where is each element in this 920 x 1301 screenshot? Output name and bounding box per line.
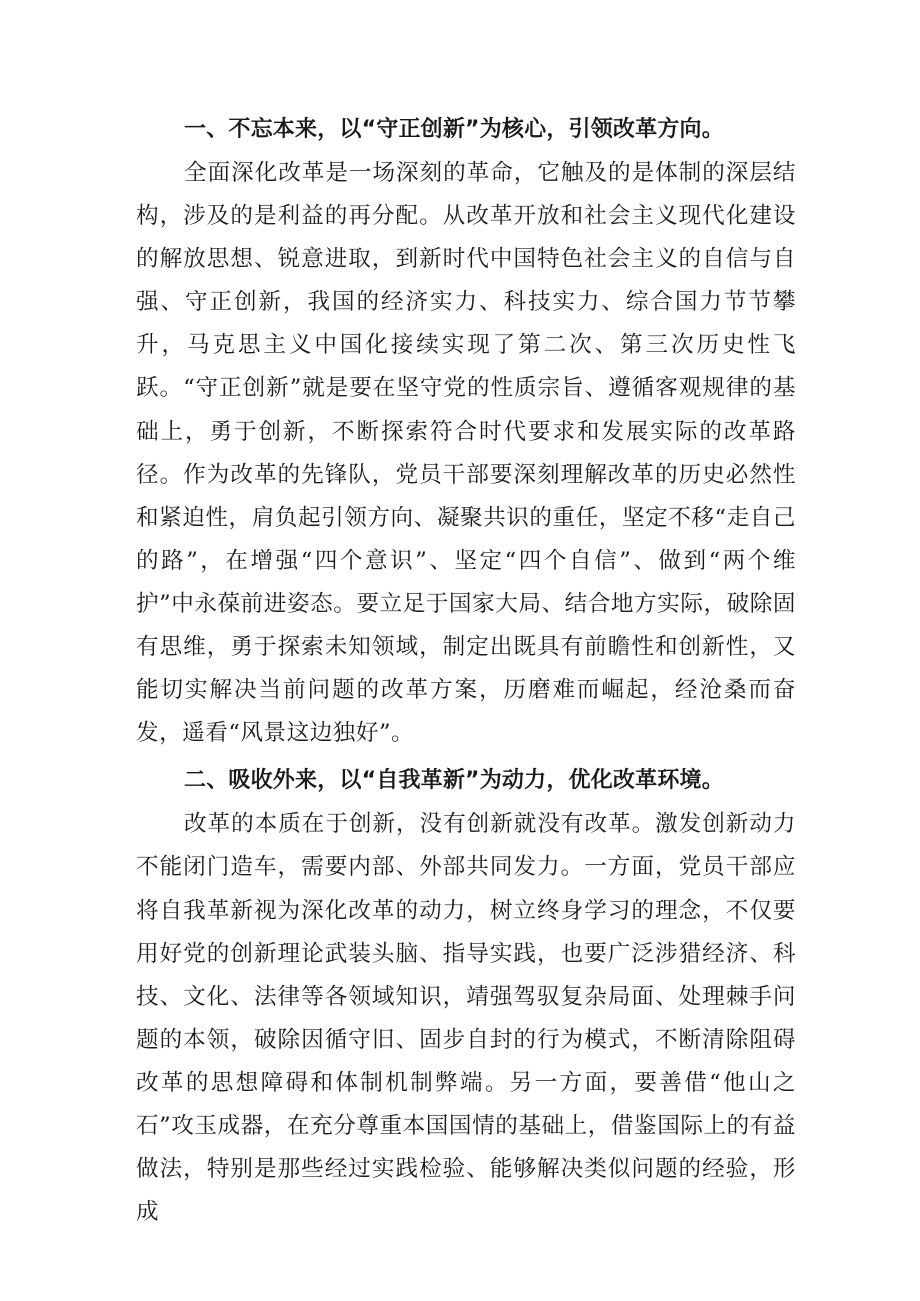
document-body (136, 108, 796, 1234)
section-1-heading: 一、不忘本来，以“守正创新”为核心，引领改革方向。 (184, 117, 724, 142)
section-1-paragraph: 全面深化改革是一场深刻的革命，它触及的是体制的深层结构，涉及的是利益的再分配。从改革开放和社会主义现代化建设的解放思想、锐意进取，到新时代中国特色社会主义的自信与自强、守正创新，我国的经济实力、科技实力、综合国力节节攀升，马克思主义中国化接续实现了第二次、第三次历史性飞跃。“守正创新”就是要在坚守党的性质宗旨、遵循客观规律的基础上，勇于创新，不断探索符合时代要求和发展实际的改革路径。作为改革的先锋队，党员干部要深刻理解改革的历史必然性和紧迫性，肩负起引领方向、凝聚共识的重任，坚定不移“走自己的路”，在增强“四个意识”、坚定“四个自信”、做到“两个维护”中永葆前进姿态。要立足于国家大局、结合地方实际，破除固有思维，勇于探索未知领域，制定出既具有前瞻性和创新性，又能切实解决当前问题的改革方案，历磨难而崛起，经沧桑而奋发，遥看“风景这边独好”。 (136, 160, 796, 747)
section-2-heading: 二、吸收外来，以“自我革新”为动力，优化改革环境。 (184, 768, 724, 794)
section-2-paragraph: 改革的本质在于创新，没有创新就没有改革。激发创新动力不能闭门造车，需要内部、外部共同发力。一方面，党员干部应将自我革新视为深化改革的动力，树立终身学习的理念，不仅要用好党的创新理论武装头脑、指导实践，也要广泛涉猎经济、科技、文化、法律等各领域知识，靖强驾驭复杂局面、处理棘手问题的本领，破除因循守旧、固步自封的行为模式，不断清除阻碍改革的思想障碍和体制机制弊端。另一方面，要善借“他山之石”攻玉成器，在充分尊重本国国情的基础上，借鉴国际上的有益做法，特别是那些经过实践检验、能够解决类似问题的经验，形成 (136, 811, 796, 1226)
